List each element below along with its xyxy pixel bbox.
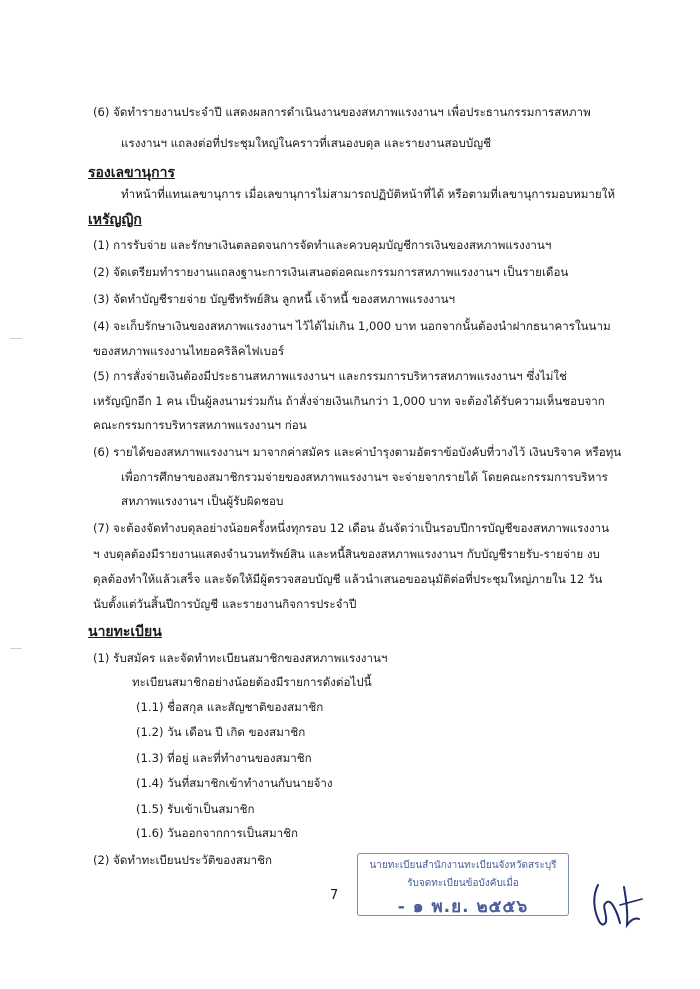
page-number: 7 <box>330 888 339 903</box>
registration-stamp <box>357 853 569 916</box>
section-heading: เหรัญญิก <box>88 212 142 228</box>
text-line: ของสหภาพแรงงานไทยอคริลิคไฟเบอร์ <box>93 344 285 358</box>
text-line: (4) จะเก็บรักษาเงินของสหภาพแรงงานฯ ไว้ได้ไม่เกิน 1,000 บาท นอกจากนั้นต้องนำฝากธนาคารในนาม <box>93 319 611 333</box>
list-item: (1.4) วันที่สมาชิกเข้าทำงานกับนายจ้าง <box>136 776 333 790</box>
text-line: เพื่อการศึกษาของสมาชิกรวมจ่ายของสหภาพแรงงานฯ จะจ่ายจากรายได้ โดยคณะกรรมการบริหาร <box>121 470 608 484</box>
list-item: (1.6) วันออกจากการเป็นสมาชิก <box>136 826 298 840</box>
text-line: แรงงานฯ แถลงต่อที่ประชุมใหญ่ในคราวที่เสนองบดุล และรายงานสอบบัญชี <box>121 136 491 150</box>
text-line: (7) จะต้องจัดทำงบดุลอย่างน้อยครั้งหนึ่งทุกรอบ 12 เดือน อันจัดว่าเป็นรอบปีการบัญชีของสหภาพแรงงาน <box>93 521 610 535</box>
text-line: ดุลต้องทำให้แล้วเสร็จ และจัดให้มีผู้ตรวจสอบบัญชี แล้วนำเสนอขออนุมัติต่อที่ประชุมใหญ่ภายใน 12 วัน <box>93 572 603 586</box>
stamp-line-2: รับจดทะเบียนข้อบังคับเมื่อ <box>407 878 519 889</box>
section-heading: นายทะเบียน <box>88 624 162 640</box>
text-line: คณะกรรมการบริหารสหภาพแรงงานฯ ก่อน <box>93 418 307 432</box>
stamp-line-1: นายทะเบียนสำนักงานทะเบียนจังหวัดสระบุรี <box>369 860 557 871</box>
list-item: (1.1) ชื่อสกุล และสัญชาติของสมาชิก <box>136 700 324 714</box>
page-edge-mark <box>10 338 22 339</box>
text-line: (2) จัดทำทะเบียนประวัติของสมาชิก <box>93 853 273 867</box>
text-line: ฯ งบดุลต้องมีรายงานแสดงจำนวนทรัพย์สิน และหนี้สินของสหภาพแรงงานฯ กับบัญชีรายรับ-รายจ่าย งบ <box>93 547 600 561</box>
handwritten-signature <box>590 875 650 930</box>
page-edge-mark <box>10 648 22 649</box>
text-line: (1) รับสมัคร และจัดทำทะเบียนสมาชิกของสหภาพแรงงานฯ <box>93 651 388 665</box>
list-item: (1.3) ที่อยู่ และที่ทำงานของสมาชิก <box>136 751 312 765</box>
list-item: (1.2) วัน เดือน ปี เกิด ของสมาชิก <box>136 725 306 739</box>
text-line: เหรัญญิกอีก 1 คน เป็นผู้ลงนามร่วมกัน ถ้าสั่งจ่ายเงินเกินกว่า 1,000 บาท จะต้องได้รับความเห็นชอบจาก <box>93 394 605 408</box>
text-line: (6) จัดทำรายงานประจำปี แสดงผลการดำเนินงานของสหภาพแรงงานฯ เพื่อประธานกรรมการสหภาพ <box>93 105 591 119</box>
text-line: ทำหน้าที่แทนเลขานุการ เมื่อเลขานุการไม่สามารถปฏิบัติหน้าที่ได้ หรือตามที่เลขานุการมอบหมายให้ <box>121 187 615 201</box>
text-line: (1) การรับจ่าย และรักษาเงินตลอดจนการจัดทำและควบคุมบัญชีการเงินของสหภาพแรงงานฯ <box>93 238 552 252</box>
section-heading: รองเลขานุการ <box>88 165 175 181</box>
text-line: นับตั้งแต่วันสิ้นปีการบัญชี และรายงานกิจการประจำปี <box>93 597 357 611</box>
text-line: (3) จัดทำบัญชีรายจ่าย บัญชีทรัพย์สิน ลูกหนี้ เจ้าหนี้ ของสหภาพแรงงานฯ <box>93 292 456 306</box>
list-item: (1.5) รับเข้าเป็นสมาชิก <box>136 802 255 816</box>
text-line: ทะเบียนสมาชิกอย่างน้อยต้องมีรายการดังต่อไปนี้ <box>132 675 372 689</box>
stamp-date: - ๑ พ.ย. ๒๕๕๖ <box>397 897 529 917</box>
text-line: สหภาพแรงงานฯ เป็นผู้รับผิดชอบ <box>121 494 284 508</box>
text-line: (6) รายได้ของสหภาพแรงงานฯ มาจากค่าสมัคร และค่าบำรุงตามอัตราข้อบังคับที่วางไว้ เงินบริจาค หรือทุน <box>93 445 622 459</box>
text-line: (5) การสั่งจ่ายเงินต้องมีประธานสหภาพแรงงานฯ และกรรมการบริหารสหภาพแรงงานฯ ซึ่งไม่ใช่ <box>93 369 567 383</box>
text-line: (2) จัดเตรียมทำรายงานแถลงฐานะการเงินเสนอต่อคณะกรรมการสหภาพแรงงานฯ เป็นรายเดือน <box>93 265 569 279</box>
